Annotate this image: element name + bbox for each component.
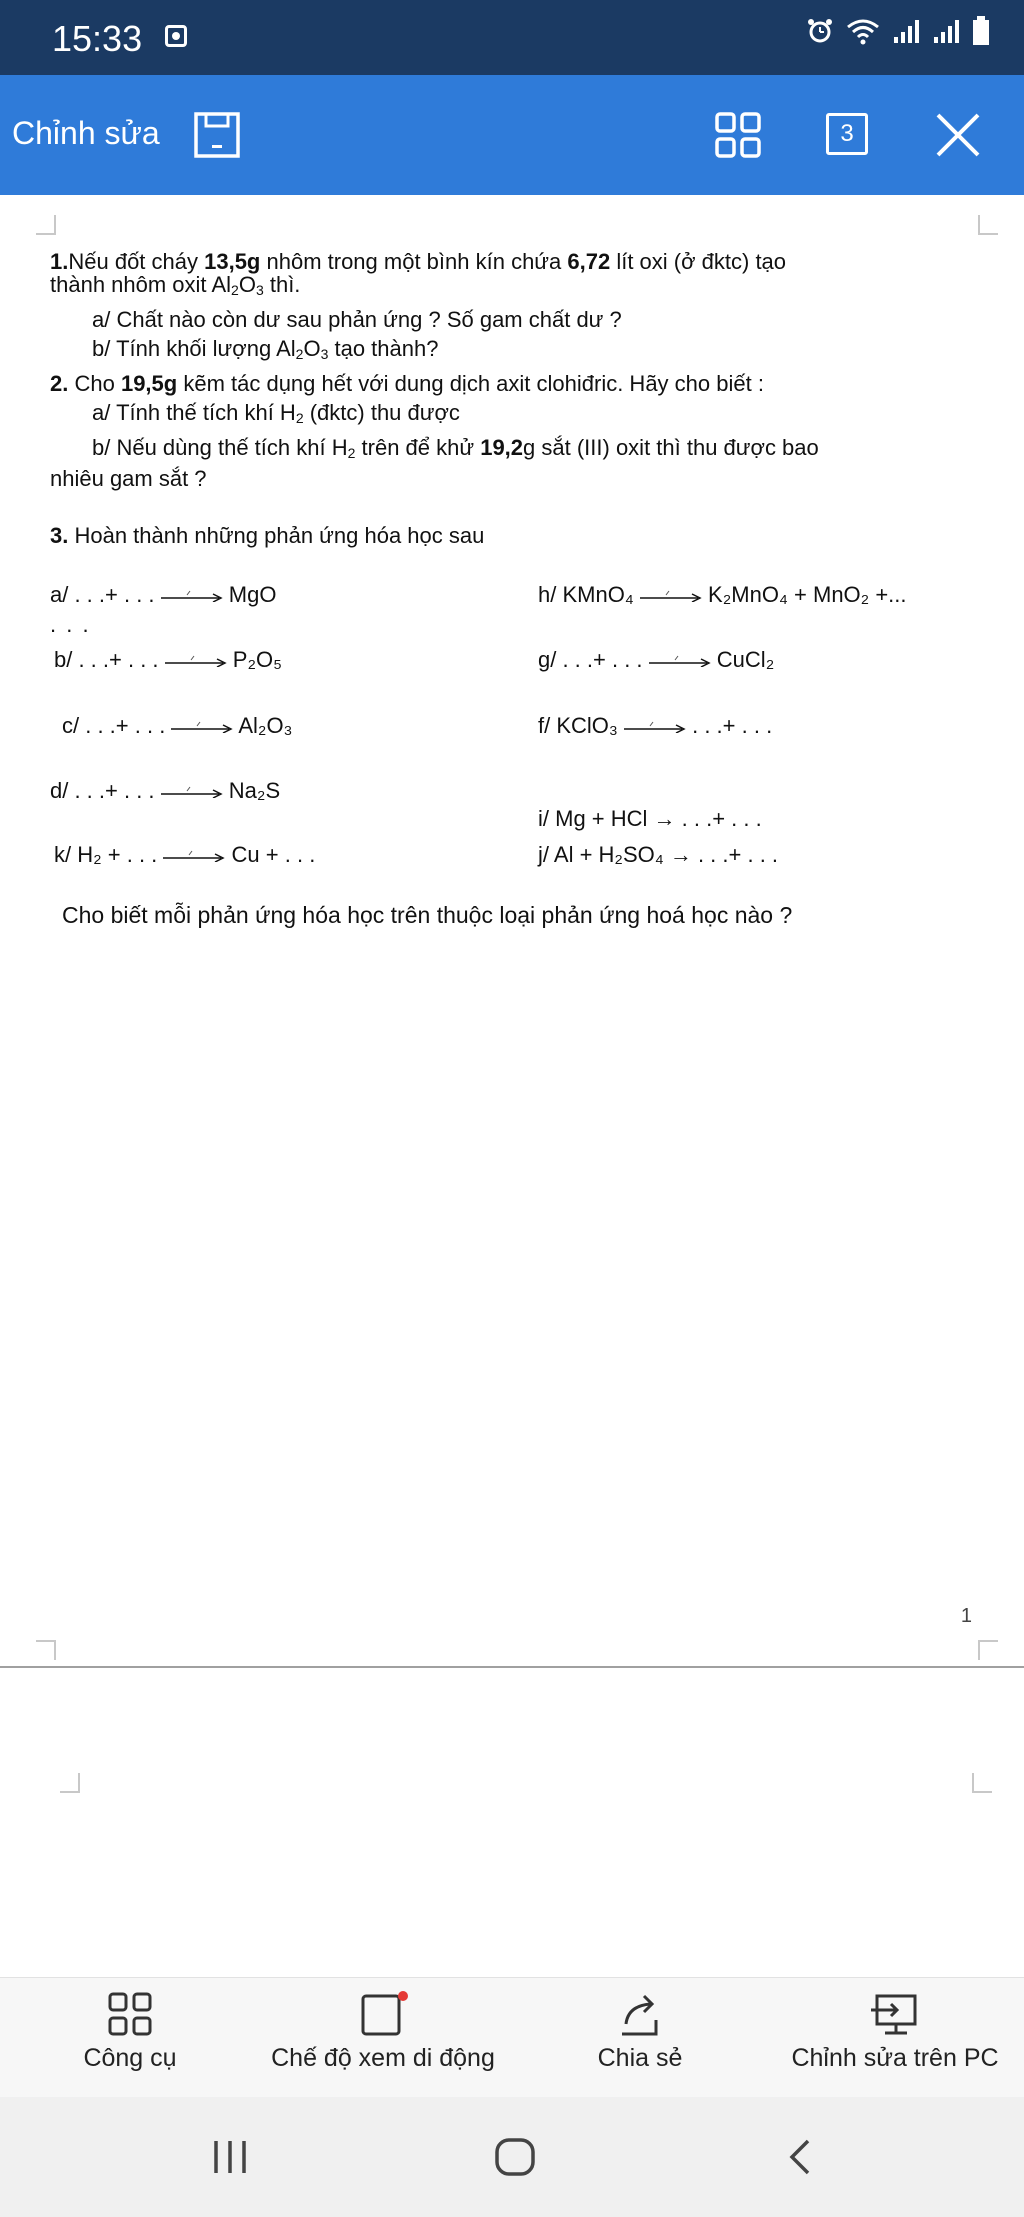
reaction-a: a/ . . .+ . . . MgO <box>50 582 277 607</box>
signal-icon <box>892 17 920 45</box>
status-icons <box>806 16 990 46</box>
system-nav-bar <box>0 2097 1024 2217</box>
tools-label: Công cụ <box>83 2044 177 2072</box>
mobile-view-icon <box>357 1990 409 2038</box>
reaction-arrow-icon <box>649 655 711 667</box>
reaction-h: h/ KMnO₄ K₂MnO₄ + MnO₂ +... <box>538 582 907 607</box>
bottom-action-bar <box>0 1977 1024 2098</box>
reaction-b: b/ . . .+ . . . P₂O₅ <box>54 647 282 672</box>
save-icon[interactable] <box>193 111 241 159</box>
final-question: Cho biết mỗi phản ứng hóa học trên thuộc loại phản ứng hoá học nào ? <box>62 902 793 928</box>
page-count-icon[interactable] <box>826 113 868 155</box>
page-corner-mark <box>60 1773 80 1793</box>
recent-apps-icon[interactable] <box>210 2137 250 2177</box>
question-2a: a/ Tính thế tích khí $H_2$ (đktc) thu được <box>92 400 460 426</box>
mobile-view-label: Chế độ xem di động <box>271 2044 495 2072</box>
document-body <box>50 247 970 550</box>
reaction-c: c/ . . .+ . . . Al₂O₃ <box>62 713 293 738</box>
tools-icon <box>106 1990 154 2038</box>
question-2: 2. Cho 19,5g kẽm tác dụng hết với dung dịch axit clohiđric. Hãy cho biết : <box>50 371 764 396</box>
page-corner-mark <box>972 1773 992 1793</box>
share-icon <box>616 1990 664 2038</box>
page-corner-mark <box>36 1640 56 1660</box>
status-bar <box>0 0 1024 75</box>
reaction-arrow-icon <box>171 721 233 733</box>
edit-on-pc-button[interactable] <box>780 1990 1010 2073</box>
alarm-icon <box>806 17 834 45</box>
battery-icon <box>972 16 990 46</box>
reaction-j: j/ Al + H₂SO₄ → . . .+ . . . <box>538 842 779 867</box>
reaction-k: k/ H₂ + . . . Cu + . . . <box>54 842 316 867</box>
wifi-icon <box>846 17 880 45</box>
reaction-d: d/ . . .+ . . . Na₂S <box>50 778 281 803</box>
reaction-arrow-icon <box>163 850 225 862</box>
question-1a: a/ Chất nào còn dư sau phản ứng ? Số gam chất dư ? <box>92 307 622 332</box>
share-button[interactable] <box>580 1990 700 2073</box>
question-1: 1.Nếu đốt cháy 13,5g nhôm trong một bình kín chứa 6,72 lít oxi (ở đktc) tạo <box>50 249 787 274</box>
edit-on-pc-label: Chỉnh sửa trên PC <box>791 2044 999 2072</box>
page-count: 3 <box>840 120 854 147</box>
signal-icon <box>932 17 960 45</box>
edit-toolbar <box>0 75 1024 195</box>
reaction-arrow-icon <box>165 655 227 667</box>
page-corner-mark <box>978 1640 998 1660</box>
reaction-arrow-icon <box>624 721 686 733</box>
notification-icon <box>165 25 187 47</box>
back-icon[interactable] <box>786 2137 816 2177</box>
share-label: Chia sẻ <box>597 2044 683 2072</box>
page-number: 1 <box>960 1605 972 1627</box>
edit-on-pc-icon <box>869 1990 921 2038</box>
reaction-i: i/ Mg + HCl → . . .+ . . . <box>538 806 762 831</box>
grid-view-icon[interactable] <box>714 111 762 159</box>
reaction-arrow-icon <box>161 786 223 798</box>
status-time: 15:33 <box>52 18 143 59</box>
question-1-cont: thành nhôm oxit $Al_2O_3$ thì. <box>50 272 301 298</box>
reaction-g: g/ . . .+ . . . CuCl₂ <box>538 647 775 672</box>
tools-button[interactable] <box>60 1990 200 2073</box>
reaction-a-dots: . . . <box>50 612 91 637</box>
question-3: 3. Hoàn thành những phản ứng hóa học sau <box>50 523 485 548</box>
page-corner-mark <box>36 215 56 235</box>
reaction-arrow-icon <box>161 590 223 602</box>
question-2b: b/ Nếu dùng thế tích khí $H_2$ trên để khử 19,2g sắt (III) oxit thì thu được bao <box>92 435 819 461</box>
close-icon[interactable] <box>934 111 982 159</box>
reaction-f: f/ KClO₃ . . .+ . . . <box>538 713 773 738</box>
home-icon[interactable] <box>494 2137 536 2177</box>
page-corner-mark <box>978 215 998 235</box>
question-1b: b/ Tính khối lượng $Al_2O_3$ tạo thành? <box>92 336 439 362</box>
toolbar-title: Chỉnh sửa <box>12 115 160 151</box>
reaction-arrow-icon <box>640 590 702 602</box>
mobile-view-button[interactable] <box>258 1990 508 2073</box>
question-2c: nhiêu gam sắt ? <box>50 466 207 491</box>
document-page <box>0 195 1024 1975</box>
page-separator <box>0 1666 1024 1668</box>
